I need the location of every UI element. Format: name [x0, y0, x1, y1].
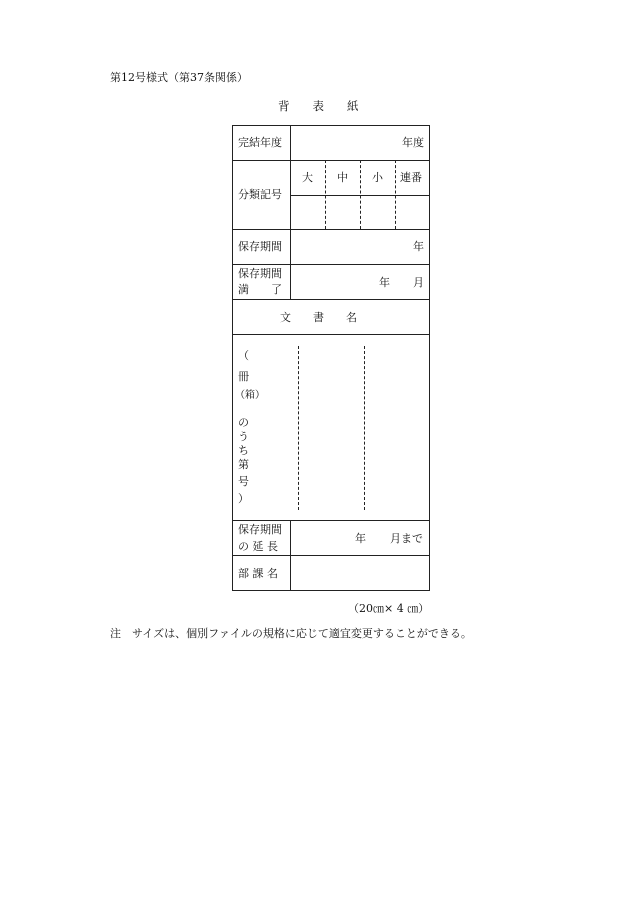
extension-label-line1: 保存期間 — [238, 523, 282, 536]
volume-close-paren: ） — [238, 492, 249, 505]
form-number: 第12号様式（第37条関係） — [110, 71, 248, 84]
volume-u: う — [238, 430, 249, 443]
volume-gou: 号 — [238, 475, 249, 488]
extension-unit-year: 年 — [355, 532, 366, 545]
size-note: （20㎝× 4 ㎝） — [348, 602, 430, 615]
document-name-label: 文 書 名 — [280, 311, 357, 324]
extension-label-line2: の 延 長 — [238, 540, 278, 553]
page-title: 背 表 紙 — [278, 99, 359, 113]
expiry-unit-month: 月 — [413, 276, 424, 289]
classification-col-serial: 連番 — [400, 171, 422, 184]
volume-box: （箱） — [235, 390, 265, 401]
volume-chi: ち — [238, 444, 249, 457]
volume-no: の — [238, 416, 249, 429]
footnote: 注 サイズは、個別ファイルの規格に応じて適宜変更することができる。 — [110, 627, 472, 640]
expiry-label-line1: 保存期間 — [238, 267, 282, 280]
classification-col-large: 大 — [302, 171, 313, 184]
classification-label: 分類記号 — [238, 188, 282, 201]
expiry-label-line2: 満 了 — [238, 283, 282, 296]
classification-col-small: 小 — [372, 171, 383, 184]
retention-period-unit: 年 — [413, 240, 424, 253]
retention-period-label: 保存期間 — [238, 240, 282, 253]
volume-satsu: 冊 — [238, 370, 249, 383]
department-label: 部 課 名 — [238, 567, 278, 580]
volume-open-paren: （ — [238, 349, 249, 362]
extension-unit-until: 月まで — [390, 532, 423, 545]
classification-col-medium: 中 — [337, 171, 348, 184]
volume-dai: 第 — [238, 458, 249, 471]
completion-year-label: 完結年度 — [238, 136, 282, 149]
completion-year-unit: 年度 — [402, 136, 424, 149]
expiry-unit-year: 年 — [379, 276, 390, 289]
